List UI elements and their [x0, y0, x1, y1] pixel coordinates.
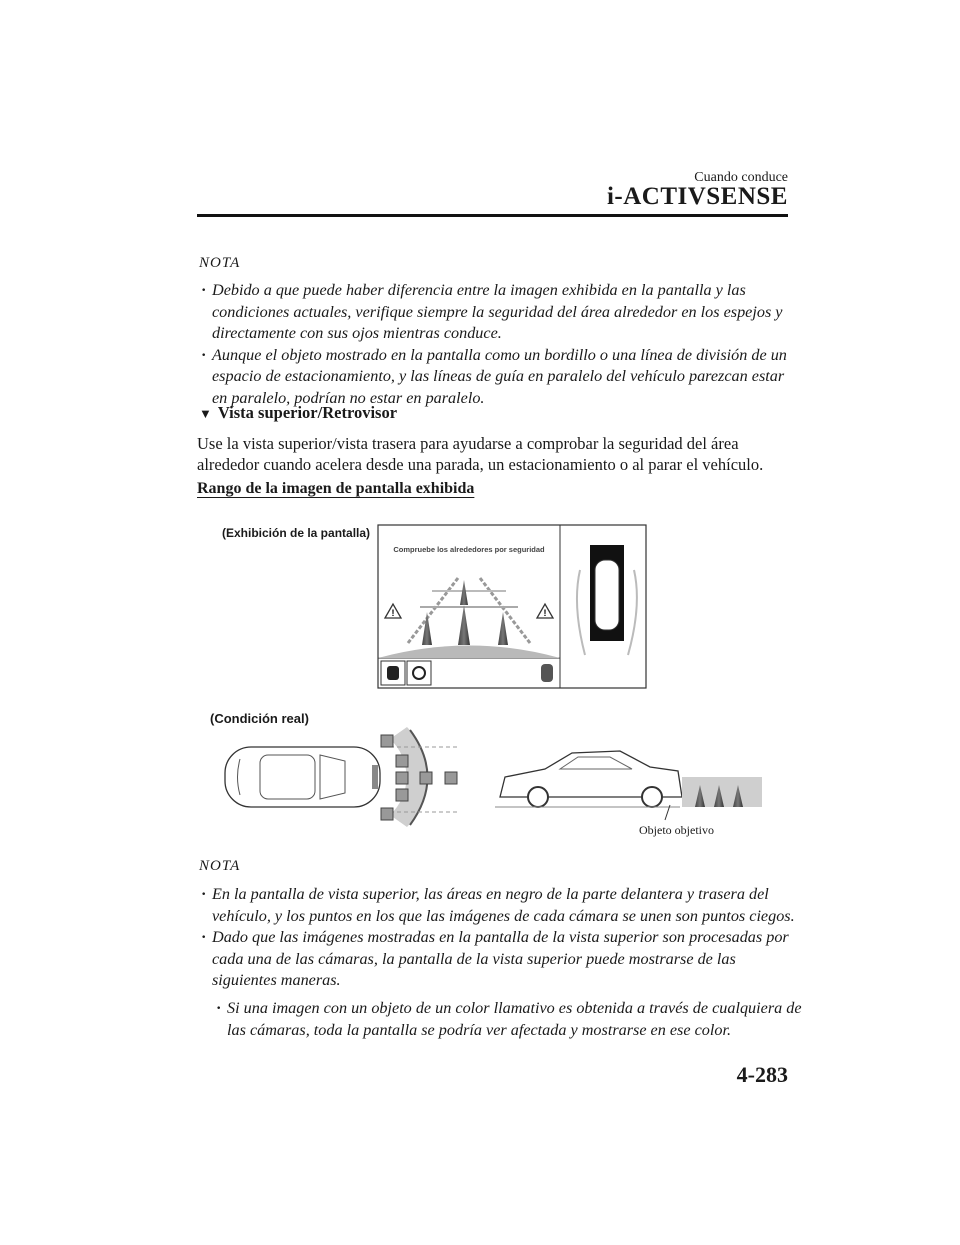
- running-header-title: i-ACTIVSENSE: [606, 183, 788, 210]
- note-item: · En la pantalla de vista superior, las áreas en negro de la parte delantera y trasera del vehículo, y los puntos en los que las imágenes de cada cámara se unen son puntos ciegos.: [197, 884, 797, 927]
- note-item: · Aunque el objeto mostrado en la pantalla como un bordillo o una línea de división de un espacio de estacionamiento, y las líneas de guía en paralelo del vehículo parezcan estar en paralelo, podrían no estar en paralelo.: [197, 345, 797, 410]
- real-condition-label: (Condición real): [210, 711, 309, 726]
- camera-figure: [200, 515, 780, 860]
- note-item: · Debido a que puede haber diferencia entre la imagen exhibida en la pantalla y las condiciones actuales, verifique siempre la seguridad del área alrededor en los espejos y directamente con sus ojos mientras conduce.: [197, 280, 797, 345]
- figure-illustration: [200, 515, 780, 860]
- car-side-view: [495, 751, 682, 807]
- target-label: Objeto objetivo: [639, 823, 714, 837]
- display-label: (Exhibición de la pantalla): [222, 526, 371, 540]
- note-list: [197, 884, 797, 992]
- note-sublist: [212, 998, 802, 1041]
- section-heading: [199, 403, 397, 423]
- svg-text:!: !: [391, 608, 395, 618]
- triangle-icon: ▼: [199, 406, 212, 421]
- svg-text:!: !: [543, 608, 547, 618]
- section-body: Use la vista superior/vista trasera para ayudarse a comprobar la seguridad del área alrededor cuando acelera desde una parada, un estacionamiento o al parar el vehículo.: [197, 434, 764, 474]
- camera-switch-icon: [387, 666, 399, 680]
- note-list: [197, 280, 797, 409]
- section-heading-text: Vista superior/Retrovisor: [217, 403, 398, 422]
- header-rule: [197, 214, 788, 217]
- note-subitem: · Si una imagen con un objeto de un color llamativo es obtenida a través de cualquiera de las cámaras, toda la pantalla se podría ver afectada y mostrarse en ese color.: [212, 998, 802, 1041]
- note-label: NOTA: [199, 858, 241, 874]
- car-top-view: [225, 747, 380, 807]
- subheading: Rango de la imagen de pantalla exhibida: [197, 480, 475, 497]
- screen-message: Compruebe los alrededores por seguridad: [393, 545, 545, 554]
- page-number: 4-283: [736, 1062, 788, 1087]
- note-label: NOTA: [199, 255, 241, 271]
- car-mini-icon: [541, 664, 553, 682]
- note-item: · Dado que las imágenes mostradas en la pantalla de la vista superior son procesadas por cada una de las cámaras, la pantalla de la vista superior puede mostrarse de las siguientes maneras.: [197, 927, 797, 992]
- running-header-section: Cuando conduce: [694, 170, 788, 185]
